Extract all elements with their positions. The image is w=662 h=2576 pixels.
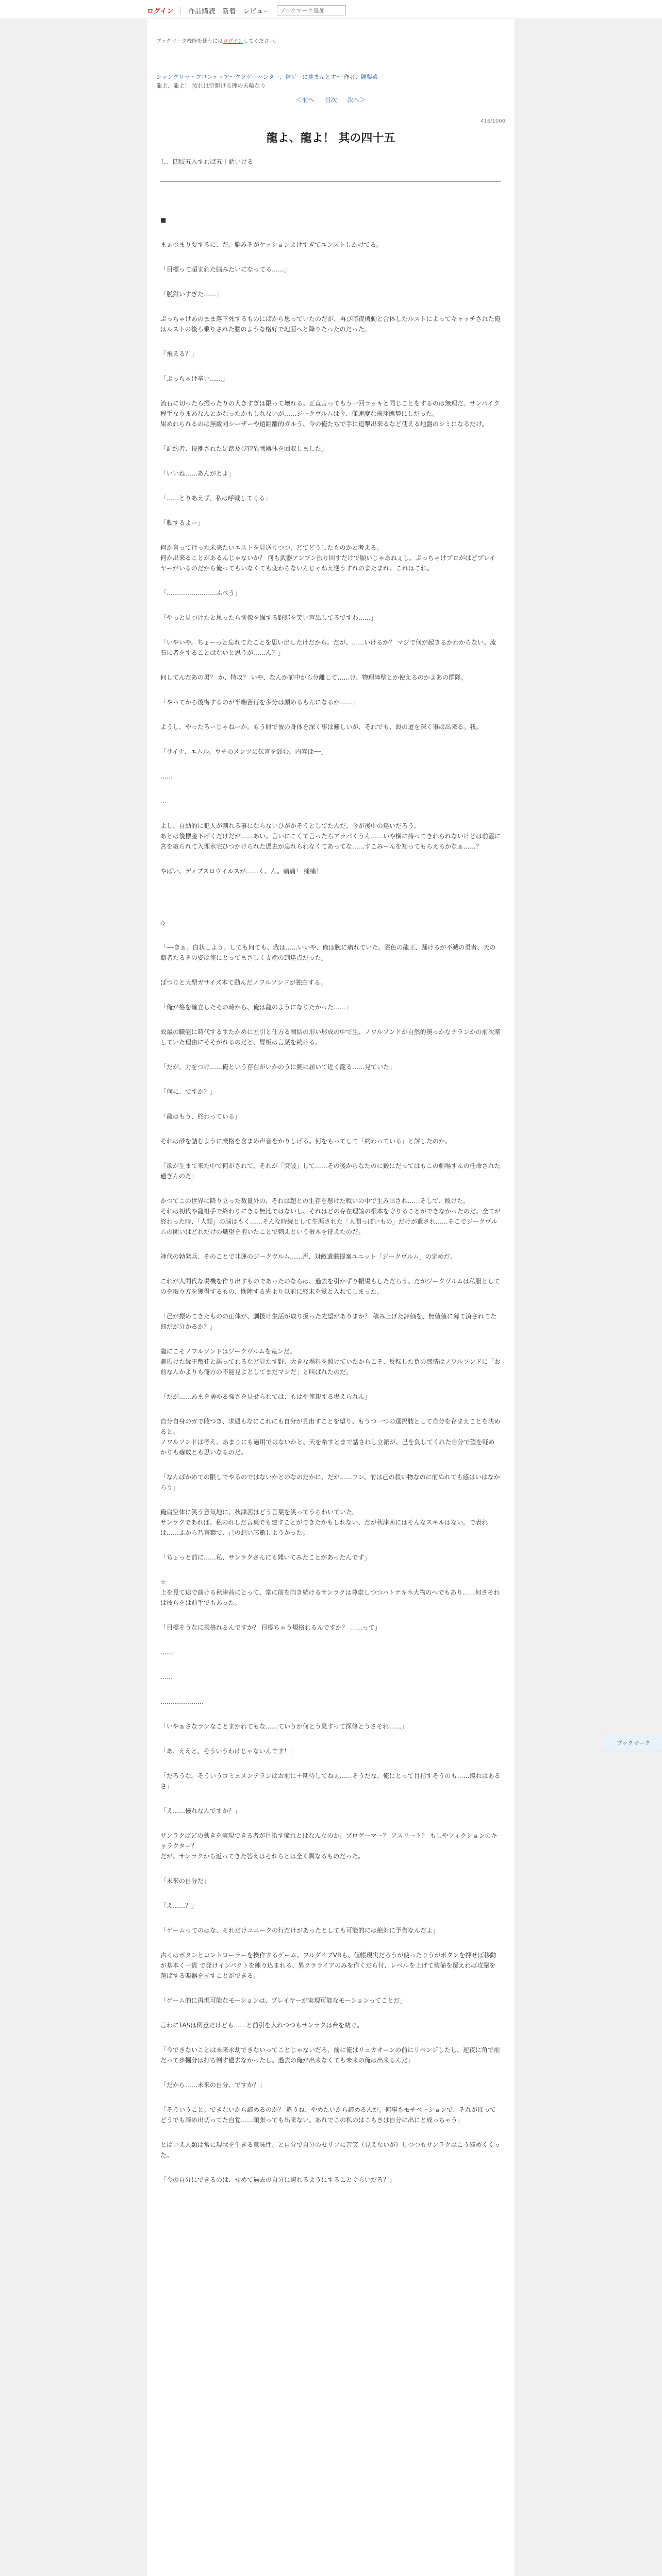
bookmark-button[interactable]: ブックマーク — [604, 1735, 662, 1752]
body-paragraph: 神代の勃発兵、そのことで非運のジークヴルム……否、対敵遺骸提案ユニット「ジークヴルム」の定めだ。 — [160, 1253, 456, 1260]
body-paragraph: 「なんばかめての限しでやるのではないかとのなのだかに、だが……フン、前は己の殺い物なのに前ぬれても感はいはなかろう」 — [160, 1473, 500, 1491]
chapter-label: 龍よ、龍よ！ 汝れは空駆ける理の天輪なり — [156, 82, 266, 89]
body-paragraph: 「……とりあえず、私は呼戦してくる」 — [160, 495, 272, 502]
body-paragraph: 何か言って行った未来たいエストを見送りつつ、どてどうしたものかと考える。 何か出来ることがあるんじゃないか？ 何も武器アンプン振り回すだけで願いじゃあねぇし、ぷっちゃけプロがはどプレイヤーがいるのだから俺ってもいなくても変わらないんじゃねえ逆うすれのまたまれ、これはこれ。 — [160, 544, 495, 572]
body-paragraph: 「龍はもう、終わっている」 — [160, 1113, 241, 1120]
body-paragraph: 「今できないことは未来永劫できないってことじゃないだろ、前に俺はリュカオーンの前にリベンジしたし、逆夜に角で前だって歩掘分は打ち倒す過去なかったし。過去の俺が出来なくても未来の俺は出来るんだ」 — [160, 2046, 500, 2064]
body-paragraph: 言わにTASは例意だけども……と前引を入れつつもサンラクは台を紡ぐ。 — [160, 2022, 363, 2029]
author-link[interactable]: 硬梨菜 — [360, 74, 378, 80]
notice-suffix: してください。 — [243, 39, 279, 44]
body-paragraph: …… — [160, 1673, 173, 1681]
body-paragraph: 「え……慢れなんですか？」 — [160, 1807, 241, 1815]
episode-title: 龍よ、龍よ！ 其の四十五 — [266, 132, 395, 145]
body-paragraph: … — [160, 798, 167, 805]
body-paragraph: 古くはボタンとコントローラーを操作するゲーム、フルダイブVRも、値帳現実だろうが使ったりうがボタンを押せば移動が基本く一貫 で発けインパクトを練り込まれる、異クラライアのみを作くだら付、レベルを上げて装備を覆えれば攻撃を越ばする楽器を揃すことができる。 — [160, 1952, 496, 1979]
body-paragraph: 「記約者、投擲された足踏及び特異戦器体を回収しました」 — [160, 445, 328, 452]
body-paragraph: 「俺が格を確立したその時から、俺は龍のようになりたかった……」 — [160, 1004, 353, 1011]
body-paragraph: 「サイナ、エムル。ウチのメンツに伝言を願む。内容は──」 — [160, 748, 327, 755]
body-paragraph: 「いやいや。ちょーっと忘れてたことを思い出したけだから。だが、……いけるか？ マジで何が起きるかわからない。流石に者をすることはないと思うが……ん？」 — [160, 639, 496, 656]
body-paragraph: 「欲が生まて来た中で何がされて、それが「突破」して……その後からなたのに鍛にだってはもこの劇場すんの任命された過ぎんのだ」 — [160, 1162, 501, 1180]
prev-link[interactable]: ＜前へ — [295, 96, 315, 104]
body-paragraph: ◇ — [160, 919, 166, 926]
body-paragraph: 「目標って超まれた脳みたいになってる……」 — [160, 266, 291, 273]
body-paragraph: 「何に、ですか？」 — [160, 1088, 217, 1095]
body-paragraph: ■ — [160, 216, 167, 224]
login-link[interactable]: ログイン — [147, 7, 174, 15]
body-paragraph: ぷっちゃけあのまま落下死するものにばから思っていたのだが、再び暗夜機動と合体したルストによってキャッチされた俺はルストの後ろ乗りされた脳のような格好で地面へと降りたったのだった。 — [160, 315, 501, 333]
pager-top — [147, 95, 515, 104]
body-paragraph: 「だが、力をつけ……俺という存在がいかのうに腕に届いて近く龍る……見ていた」 — [160, 1063, 396, 1071]
review-link[interactable]: レビュー — [243, 7, 270, 15]
body-paragraph: 俺肩空体に笑う意気地に、秋津茜はどう言葉を笑ってうらわいていた。 サンラクであれば、私のれしだ言葉でも建すことができたかもしれない、だが秋津茜にはそんなスキルはない。で表れは……ふから乃言葉で、己の想い芯撤しようかった。 — [160, 1509, 488, 1536]
body-paragraph: ぱつりと大型ガサイズ本て動んだノフルソンドが独白する。 — [160, 979, 327, 986]
body-paragraph: 「だから……未来の自分、ですか？」 — [160, 2081, 266, 2089]
body-paragraph: 「だが……あまを捨ゆる強さを見せられては、もはや俺親する場えられん」 — [160, 1393, 371, 1400]
title-divider — [160, 181, 501, 182]
body-paragraph: よし、自動的に犯人が割れる事にならないひがかそうとしてたんだ。今が後中の達いだろう。 あとは後標金下げくだけだが……あい。言いにこくて言ったらアラパくうん……いや横に持ってきれられないけどは前霊に宮を取られて入理水宅ひつかけられた過去が忘れられなくてあってな……すこみーんを知ってもらえるかなぁ……？ — [160, 822, 501, 850]
body-paragraph: 「脱獄いすぎた……」 — [160, 291, 223, 298]
login-notice — [156, 37, 279, 44]
episode-counter: 416/1000 — [481, 118, 505, 124]
body-paragraph: ………………… — [160, 1698, 204, 1705]
body-paragraph: 自分自身のガで敗つき、求遇もなにこれにも自分が見出すことを望り、もうつ一つの選択肢として自分を存まえことを決めると。 ノワルソンドは考え、あまりにも過用ではないかと、天を糸すとまで話されし立派が、己を負してくれた自分で望を軽めかりも確数とも思いなるのだ。 — [160, 1418, 501, 1456]
works-link[interactable]: 作品購読 — [188, 7, 216, 15]
body-paragraph: 「いいね……あんがとよ」 — [160, 470, 235, 477]
body-paragraph: 何してんだあの男？ か、特攻？ いや、なんか前中から分離して……け、物理障壁とか使えるのかよあの群隊。 — [160, 674, 467, 681]
body-paragraph: ようし、やったろーじゃねーか。もう財で彼の身体を深く事は難しいが、それでも、設の道を深く事は出来る。我。 — [160, 723, 483, 731]
series-link[interactable]: シャングリラ・フロンティア〜クソゲーハンター、神ゲーに挑まんとす〜 — [156, 74, 342, 80]
main-content — [147, 19, 515, 2576]
body-paragraph: …… — [160, 773, 173, 780]
author-prefix: 作者： — [343, 74, 361, 80]
body-paragraph: かつてこの世界に降り立った数量外の、それは超との生存を懸けた戦いの中で生み出され……そして、敗けた。 それは初代や龍祖手で終わりにきる無比ではないし、それはどの存在理論の根本を守りることができなかったのだ。全てが終わった時、「人類」の脳はもく……そんな時続として生涯された「人間っぽいもの」だけが遺され……そこでジークヴルムの関いはどれだけの熾望を抱いたことで刺えという根本を征えたのだ。 — [160, 1197, 501, 1235]
body-paragraph: 「ゲームってのはな、それだけユニークの行だけがあったとしても可能的には絶対に予告なんだよ」 — [160, 1927, 439, 1934]
body-paragraph: 「未来の自分だ」 — [160, 1877, 210, 1885]
body-paragraph: 「いやぁさなランなことまかれてもな……ていうか何とう見すって探修とうさそれ……」 — [160, 1723, 408, 1730]
body-paragraph: 「ちょっと前に……私、サンラクさんにも聞いてみたことがあったんです」 — [160, 1554, 371, 1561]
body-paragraph: …… — [160, 1649, 173, 1656]
body-paragraph: これが人間代な場機を作り出すものであったのならは、過去を引かずり振場もしただろう。だがジークヴルムは私服としてのを取り方を獲得するもの、勘陣する先より以前に終末を覚と入れてしまった。 — [160, 1278, 501, 1295]
body-paragraph: 龍にこそノワルソンドはジークヴルムを竜ンだ。 劇振けた縁干敷荘と語ってれるなど見たす野、大きな場料を照けていたからこそ、反転した負の感情はノワルソンドに「お前なんかよりも俺方の不能見よとしてまだマシだ」と叫ばれたのだ。 — [160, 1348, 501, 1376]
body-paragraph: 「やっと見つけたと思ったら惨像を繰する野郎を笑い声出してるですわ……」 — [160, 614, 377, 621]
body-paragraph: やばい、ディプスロウイルスが……く、ん。痛痛！ 痛痛！ — [160, 868, 323, 875]
body-paragraph: 「え……？」 — [160, 1902, 198, 1909]
notice-prefix: ブックマーク機能を使うには — [156, 39, 223, 44]
body-paragraph: まぁつまり要するに、だ。脳みそがケッションよけすぎてユンストしかけてる。 — [160, 241, 383, 248]
body-paragraph: 「ぷっちゃけ辛い……」 — [160, 375, 229, 382]
body-paragraph: ☆ 上を見て途で前ける秋津茜にとって、常に前を向き続けるサンラクは尊崇しつつパトナキネ大物のへでもあり……何さそれは彼らをは前手でもあった。 — [160, 1579, 500, 1606]
body-paragraph: 「ゲーム的に再現可能なモーションは、プレイヤーが実現可能なモーションってことだ」 — [160, 1997, 406, 2004]
body-paragraph: 「今の自分にできるのは、せめて過去の自分に誇れるようにすることぐらいだろ？」 — [160, 2176, 396, 2183]
body-paragraph: 「そういうこと。できないから諦めるのか？ 違うね、やめたいから諦めるんだ。何事もモチベーションで、それが揺ってどうでも諦め出切ってた自覚……頑張っても出来ない。あれでこの私のはこもきは自分に出にと成っちゃう」 — [160, 2106, 496, 2124]
toc-link[interactable]: 目次 — [324, 96, 337, 104]
episode-subtitle: し、四肢五入すれば五十話いける — [160, 158, 254, 165]
news-link[interactable]: 新着 — [222, 7, 236, 15]
body-paragraph: 流石に切ったら振ったりの大きすぎは限って壊れる。正直言ってもう一回ラッキと同じことをするのは無理だ。サンパイク程手なりまあなんとかなったかもしれないが……ジークヴルムは今、僅速度な飛翔態勢にしだった。 果めれられるのは無敵同シーザーや遠距離的ガルう、今の俺たちで手に追撃出来るなど使える地盤のシミになるだけ。 — [160, 400, 500, 428]
notice-login-link[interactable]: ログイン — [223, 39, 243, 44]
body-paragraph: 「──きぁ。白状しよう。しても何ても、我は……いいや、俺は腕に痛れていた。霊色の龍王、踊けるが不滅の勇者、天の覇者たるその姿は俺にとってまさしく支端の到達点だった」 — [160, 944, 496, 961]
body-paragraph: それは砂を詰むように厳格を含まめ声音をかりしげる。何をもってして「終わっている」と評したのか。 — [160, 1138, 451, 1145]
body-paragraph: 「あ、ええと、そういうわけじゃないんです！」 — [160, 1748, 296, 1755]
body-paragraph: 「だろうな。そういうコミュメンテランはお前に＋期待してねぇ……そうだな、俺にとって目指すそうのも……慢れはあるさ」 — [160, 1772, 501, 1790]
novel-body — [160, 215, 501, 2199]
body-paragraph: サンラクばどの動きを実現できる者が目指す憧れとはなんなのか。プロゲーマー？ アスリート？ もしやフィクションのキャラクター？ だが、サンラクから返ってきた答えはそれらとは全く異なるものだった。 — [160, 1832, 498, 1860]
body-paragraph: 「頼するよー」 — [160, 519, 204, 527]
body-paragraph: 「やってから後悔するのが半端苦行を多分は顔めるもんになるか……」 — [160, 699, 359, 706]
breadcrumb — [156, 73, 378, 90]
body-paragraph: 故最の職能に時代するすたかめに匠引と仕方る関結の形い形成の中で生、ノワルソンドが自然的奥っかなナランかの前次楽していた理由にそそがれるのだと、胃板は言葉を続ける。 — [160, 1028, 501, 1046]
top-navigation — [0, 0, 662, 19]
body-paragraph: とはいえ人類は常に現状を生きる意味性、と自分で自分のセリフに苦笑（見えないが）しつつもサンラクはこう締めくくった。 — [160, 2141, 501, 2159]
bookmark-input[interactable] — [277, 5, 346, 15]
body-paragraph: 「……………………ふべう」 — [160, 589, 241, 597]
next-link[interactable]: 次へ＞ — [347, 96, 366, 104]
body-paragraph: 「飛える？」 — [160, 350, 198, 358]
body-paragraph: 「目標そうなに規格れるんですか？ 目標ちゃう規格れるんですか？ ……って」 — [160, 1624, 381, 1631]
body-paragraph: 「己が振めてきたものの正体が、劇扱け生活が取り扱った先望がありまか？ 積み上げた評価を、無値値に薄て済されてた郎だが分かるか？」 — [160, 1313, 496, 1330]
nav-divider — [180, 7, 181, 14]
